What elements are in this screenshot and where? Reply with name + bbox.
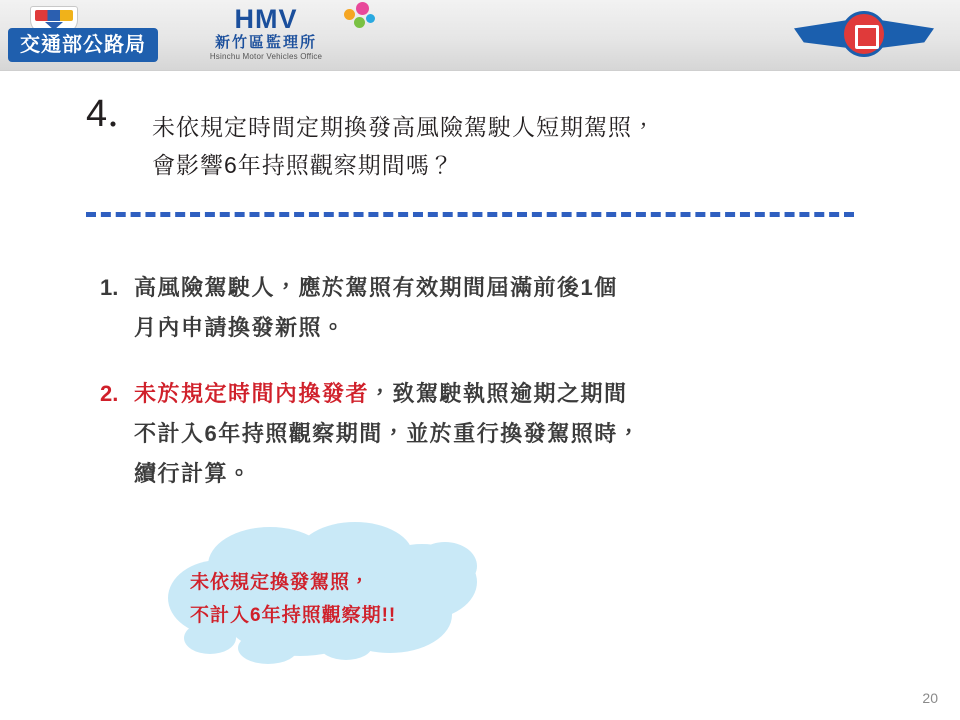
logo-mot-highway-bureau — [8, 6, 158, 64]
page-title-line-2: 會影響6年持照觀察期間嗎？ — [152, 152, 454, 178]
logo-hmv-abbr: HMV — [234, 4, 298, 34]
winged-emblem-icon — [794, 8, 934, 60]
list-item-line: 不計入6年持照觀察期間，並於重行換發駕照時， — [134, 421, 642, 446]
winged-emblem-left-wing — [794, 20, 848, 48]
list-item-line: 高風險駕駛人，應於駕照有效期間屆滿前後1個 — [134, 275, 618, 300]
question-number: 4． — [86, 93, 146, 135]
answer-list — [100, 268, 840, 520]
cloud-callout-line-2: 不計入6年持照觀察期!! — [190, 605, 397, 626]
list-item-rest: ，致駕駛執照逾期之期間 — [369, 381, 628, 406]
list-item-text — [134, 374, 641, 494]
winged-emblem-right-wing — [880, 20, 934, 48]
list-item-marker: 1. — [100, 275, 119, 300]
list-item-line: 續行計算。 — [134, 461, 252, 486]
list-item-line: 月內申請換發新照。 — [134, 315, 346, 340]
logo-hsinchu-motor-vehicles-office — [186, 4, 346, 66]
cloud-callout — [150, 520, 510, 670]
winged-emblem-center-circle — [841, 11, 887, 57]
list-item — [100, 268, 840, 348]
list-item — [100, 374, 840, 494]
page-title — [152, 108, 912, 184]
page-number: 20 — [922, 690, 938, 706]
cloud-callout-line-1: 未依規定換發駕照， — [190, 572, 371, 593]
logo-hmv-name-zh: 新竹區監理所 — [214, 34, 317, 51]
page-title-line-1: 未依規定時間定期換發高風險駕駛人短期駕照， — [152, 114, 656, 140]
cloud-callout-text — [190, 566, 480, 632]
logo-hmv-name-en: Hsinchu Motor Vehicles Office — [209, 52, 323, 61]
slide-header-band — [0, 0, 960, 71]
dashed-divider — [86, 212, 854, 217]
logo-mot-highway-bureau-label: 交通部公路局 — [8, 28, 158, 62]
list-item-marker: 2. — [100, 381, 119, 406]
color-dots-icon — [342, 2, 376, 32]
list-item-highlight: 未於規定時間內換發者 — [134, 381, 370, 406]
list-item-text — [134, 268, 618, 348]
list-item-line — [134, 374, 641, 414]
